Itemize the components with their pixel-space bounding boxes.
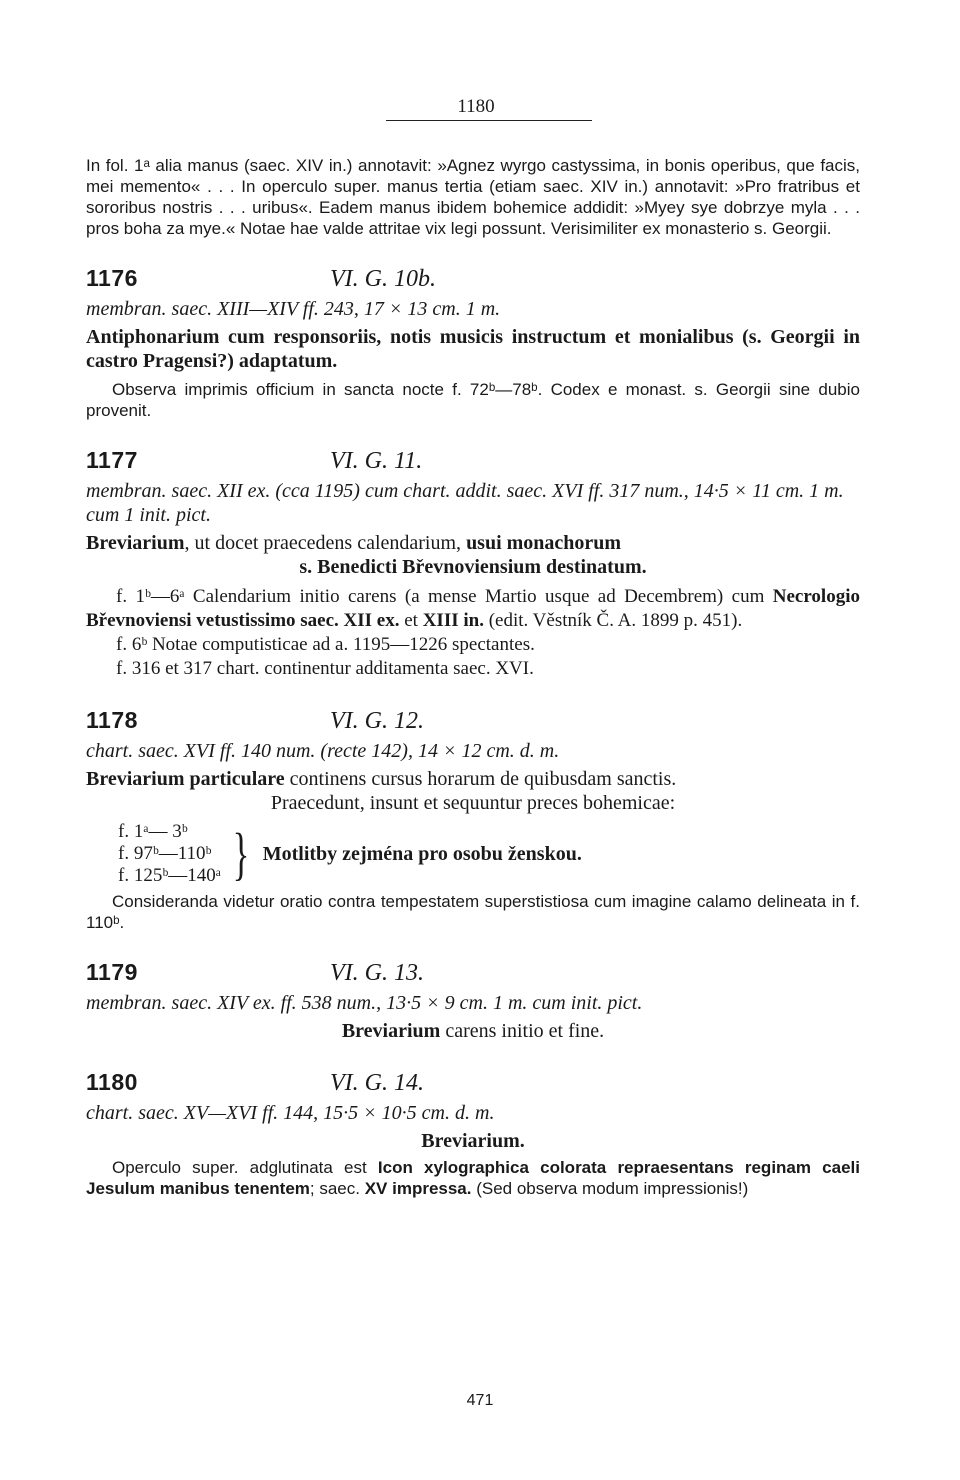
brace-label: Motlitby zejména pro osobu ženskou. — [262, 842, 582, 865]
folio-item: f. 125ᵇ—140ᵃ — [118, 865, 221, 886]
physical-description: membran. saec. XII ex. (cca 1195) cum chart. addit. saec. XVI ff. 317 num., 14·5 × 11 cm. 1 m. cum 1 init. pict. — [86, 480, 844, 526]
title-plain: continens cursus horarum de quibusdam sanctis. — [284, 768, 677, 790]
title-bold: Breviarium. — [421, 1130, 525, 1152]
folio-list — [118, 821, 221, 887]
title-plain: carens initio et fine. — [440, 1020, 605, 1042]
content-text: et — [399, 610, 423, 631]
entry-heading-1176 — [86, 265, 860, 293]
entry-heading-1177 — [86, 447, 860, 475]
content-line: f. 316 et 317 chart. continentur additamenta saec. XVI. — [116, 658, 534, 679]
entry-title — [86, 1019, 860, 1043]
entry-number: 1180 — [86, 1069, 138, 1095]
note-bold: XV impressa. — [364, 1179, 472, 1198]
entry-note: Consideranda videtur oratio contra tempestatem superstistiosa cum imagine calamo delineata in f. 110ᵇ. — [86, 892, 860, 932]
entry-note: Observa imprimis officium in sancta nocte f. 72ᵇ—78ᵇ. Codex e monast. s. Georgii sine dubio provenit. — [86, 380, 860, 420]
folio-number: 471 — [466, 1392, 494, 1409]
folio-group — [118, 821, 860, 887]
entry-heading-1180 — [86, 1069, 860, 1097]
note-text: Operculo super. adglutinata est — [112, 1158, 378, 1177]
header-rule — [386, 120, 592, 121]
physical-description: chart. saec. XV—XVI ff. 144, 15·5 × 10·5 cm. d. m. — [86, 1102, 495, 1124]
content-text: f. 1ᵇ—6ᵃ Calendarium initio carens (a mense Martio usque ad Decembrem) cum — [116, 586, 773, 607]
content-line — [86, 585, 860, 633]
entry-title — [86, 1129, 860, 1153]
entry-number: 1176 — [86, 265, 138, 291]
physical-description: membran. saec. XIII—XIV ff. 243, 17 × 13 cm. 1 m. — [86, 298, 501, 320]
folio-item: f. 97ᵇ—110ᵇ — [118, 843, 212, 864]
shelfmark: VI. G. 13. — [330, 960, 424, 986]
title-bold: Antiphonarium cum responsoriis, notis musicis instructum et monialibus (s. Georgii in castro Pragensi?) adaptatum. — [86, 326, 860, 372]
shelfmark: VI. G. 10b. — [330, 266, 436, 292]
note-text: (Sed observa modum impressionis!) — [471, 1179, 749, 1198]
physical-description: membran. saec. XIV ex. ff. 538 num., 13·5 × 9 cm. 1 m. cum init. pict. — [86, 992, 643, 1014]
title-bold: usui monachorum — [466, 532, 622, 554]
note-bold: Icon xylographica colorata repraesentans reginam caeli Jesulum manibus tenentem — [86, 1158, 860, 1198]
title-bold: Breviarium — [86, 532, 185, 554]
entry-heading-1179 — [86, 959, 860, 987]
entry-title — [86, 767, 860, 815]
entry-number: 1179 — [86, 959, 138, 985]
entry-number: 1178 — [86, 707, 138, 733]
title-bold: Breviarium particulare — [86, 768, 285, 790]
page-content — [86, 96, 860, 1199]
entry-title — [86, 531, 860, 579]
note-text: ; saec. — [309, 1179, 365, 1198]
title-bold: Breviarium — [341, 1020, 441, 1042]
physical-description: chart. saec. XVI ff. 140 num. (recte 142), 14 × 12 cm. d. m. — [86, 740, 560, 762]
shelfmark: VI. G. 12. — [330, 708, 424, 734]
content-text: (edit. Věstník Č. A. 1899 p. 451). — [483, 610, 743, 631]
title-continuation: Praecedunt, insunt et sequuntur preces bohemicae: — [270, 792, 676, 814]
folio-item: f. 1ᵃ— 3ᵇ — [118, 821, 188, 842]
entry-note — [86, 1157, 860, 1199]
content-bold: XIII in. — [422, 610, 484, 631]
shelfmark: VI. G. 14. — [330, 1070, 424, 1096]
title-plain: , ut docet praecedens calendarium, — [184, 532, 467, 554]
content-line: f. 6ᵇ Notae computisticae ad a. 1195—1226 spectantes. — [116, 634, 535, 655]
brace-icon: } — [232, 821, 250, 886]
entry-title — [86, 325, 860, 373]
running-head: 1180 — [457, 96, 495, 117]
intro-note: In fol. 1ᵃ alia manus (saec. XIV in.) annotavit: »Agnez wyrgo castyssima, in bonis operibus, que facis, mei memento« . . . In operculo super. manus tertia (etiam saec. XIV in.) annotavit: »Pro fratribus et sororibus nostris . . . uribus«. Eadem manus ibidem bohemice addidit: »Myey sye dobrzye myla . . . pros boha za mye.« Notae hae valde attritae vix legi possunt. Verisimiliter ex monasterio s. Georgii. — [86, 156, 860, 238]
content-bold: Necrologio Břevnoviensi vetustissimo saec. XII ex. — [86, 586, 860, 631]
title-bold: s. Benedicti Břevnoviensium destinatum. — [299, 556, 647, 578]
entry-heading-1178 — [86, 707, 860, 735]
shelfmark: VI. G. 11. — [330, 448, 423, 474]
entry-number: 1177 — [86, 447, 138, 473]
